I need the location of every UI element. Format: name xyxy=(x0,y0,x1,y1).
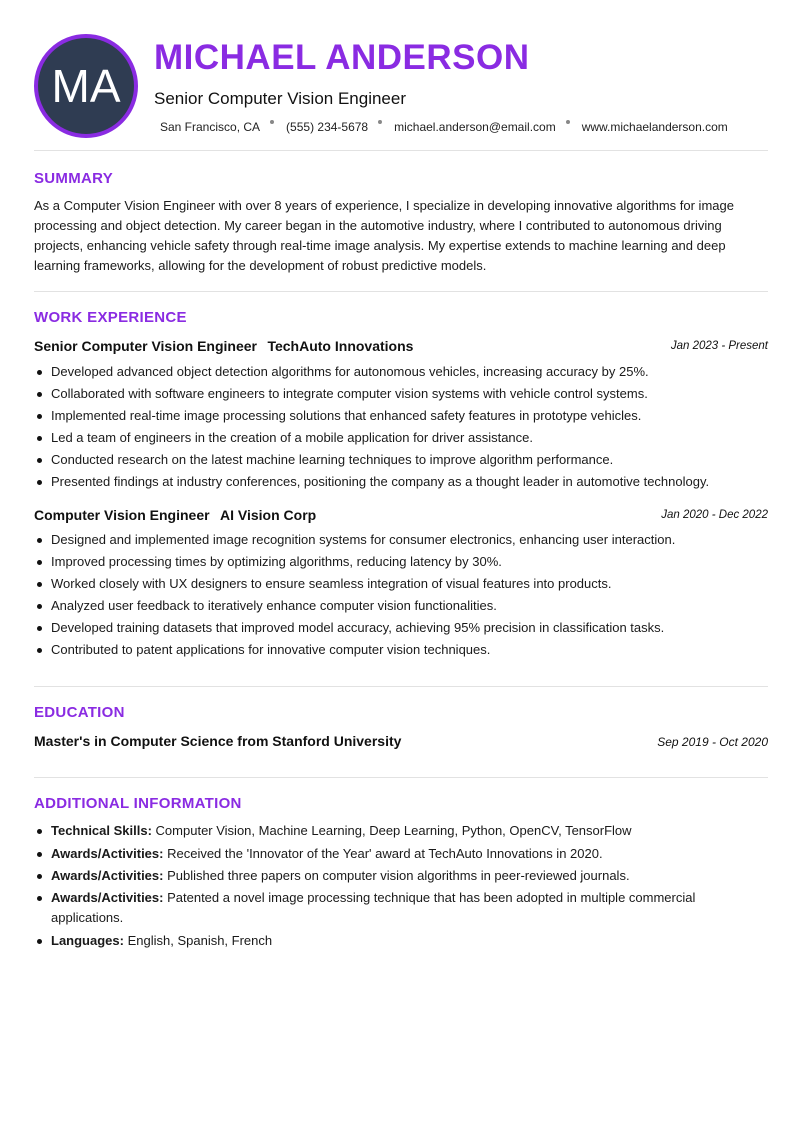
job-company: TechAuto Innovations xyxy=(267,338,414,354)
list-item: Improved processing times by optimizing algorithms, reducing latency by 30%. xyxy=(34,551,768,573)
job-company: AI Vision Corp xyxy=(220,507,317,523)
separator-dot xyxy=(378,120,382,124)
job-bullets xyxy=(34,361,768,493)
additional-info-list xyxy=(34,821,734,953)
job-dates: Jan 2023 - Present xyxy=(670,340,768,352)
contact-email[interactable]: michael.anderson@email.com xyxy=(394,120,556,134)
avatar xyxy=(34,34,138,138)
candidate-name: MICHAEL ANDERSON xyxy=(154,38,530,77)
candidate-title: Senior Computer Vision Engineer xyxy=(154,89,406,108)
list-item xyxy=(34,888,734,928)
list-item: Collaborated with software engineers to integrate computer vision systems with vehicle control systems. xyxy=(34,383,768,405)
job-role: Computer Vision Engineer xyxy=(34,507,210,523)
job-bullets xyxy=(34,529,768,661)
job-header xyxy=(34,338,768,356)
job-role: Senior Computer Vision Engineer xyxy=(34,338,258,354)
info-text: Published three papers on computer vision algorithms in peer-reviewed journals. xyxy=(167,868,630,883)
info-text: Received the 'Innovator of the Year' award at TechAuto Innovations in 2020. xyxy=(167,846,603,861)
job-dates: Jan 2020 - Dec 2022 xyxy=(661,509,768,521)
contact-location: San Francisco, CA xyxy=(160,120,261,134)
info-text: English, Spanish, French xyxy=(127,933,273,948)
section-divider xyxy=(34,686,768,687)
job-header xyxy=(34,507,768,525)
additional-info-heading: ADDITIONAL INFORMATION xyxy=(34,795,242,812)
list-item: Implemented real-time image processing solutions that enhanced safety features in prototype vehicles. xyxy=(34,405,768,427)
section-divider xyxy=(34,150,768,151)
section-divider xyxy=(34,777,768,778)
separator-dot xyxy=(270,120,274,124)
summary-heading: SUMMARY xyxy=(34,170,114,187)
resume-header xyxy=(34,34,768,138)
education-dates: Sep 2019 - Oct 2020 xyxy=(657,735,768,749)
education-heading: EDUCATION xyxy=(34,704,125,721)
work-experience-heading: WORK EXPERIENCE xyxy=(34,309,187,326)
avatar-initials: MA xyxy=(51,60,121,112)
education-entry xyxy=(34,733,768,751)
summary-text: As a Computer Vision Engineer with over 8 years of experience, I specialize in developing innovative algorithms for image processing and object detection. My career began in the automotive industry, where I contributed to autonomous driving projects, enhancing vehicle safety through real-time image analysis. My expertise extends to machine learning and deep learning frameworks, allowing for the development of robust predictive models. xyxy=(34,198,734,273)
list-item: Worked closely with UX designers to ensure seamless integration of visual features into products. xyxy=(34,573,768,595)
list-item: Contributed to patent applications for innovative computer vision techniques. xyxy=(34,639,768,661)
list-item: Conducted research on the latest machine learning techniques to improve algorithm performance. xyxy=(34,449,768,471)
info-label: Awards/Activities: xyxy=(51,846,164,861)
list-item: Designed and implemented image recognition systems for consumer electronics, enhancing user interaction. xyxy=(34,529,768,551)
list-item: Analyzed user feedback to iteratively enhance computer vision functionalities. xyxy=(34,595,768,617)
section-divider xyxy=(34,291,768,292)
info-label: Technical Skills: xyxy=(51,823,152,838)
list-item: Presented findings at industry conferences, positioning the company as a thought leader in automotive technology. xyxy=(34,471,768,493)
list-item xyxy=(34,931,734,951)
list-item xyxy=(34,821,734,841)
separator-dot xyxy=(566,120,570,124)
list-item: Developed advanced object detection algorithms for autonomous vehicles, increasing accuracy by 25%. xyxy=(34,361,768,383)
info-label: Languages: xyxy=(51,933,124,948)
contact-website[interactable]: www.michaelanderson.com xyxy=(581,120,728,134)
list-item xyxy=(34,866,734,886)
contact-info xyxy=(160,120,728,134)
info-text: Patented a novel image processing technique that has been adopted in multiple commercial applications. xyxy=(51,890,696,925)
contact-phone: (555) 234-5678 xyxy=(286,120,369,134)
list-item: Developed training datasets that improved model accuracy, achieving 95% precision in classification tasks. xyxy=(34,617,768,639)
list-item: Led a team of engineers in the creation of a mobile application for driver assistance. xyxy=(34,427,768,449)
info-label: Awards/Activities: xyxy=(51,890,164,905)
info-text: Computer Vision, Machine Learning, Deep Learning, Python, OpenCV, TensorFlow xyxy=(155,823,632,838)
info-label: Awards/Activities: xyxy=(51,868,164,883)
education-degree: Master's in Computer Science from Stanford University xyxy=(34,733,402,749)
list-item xyxy=(34,844,734,864)
